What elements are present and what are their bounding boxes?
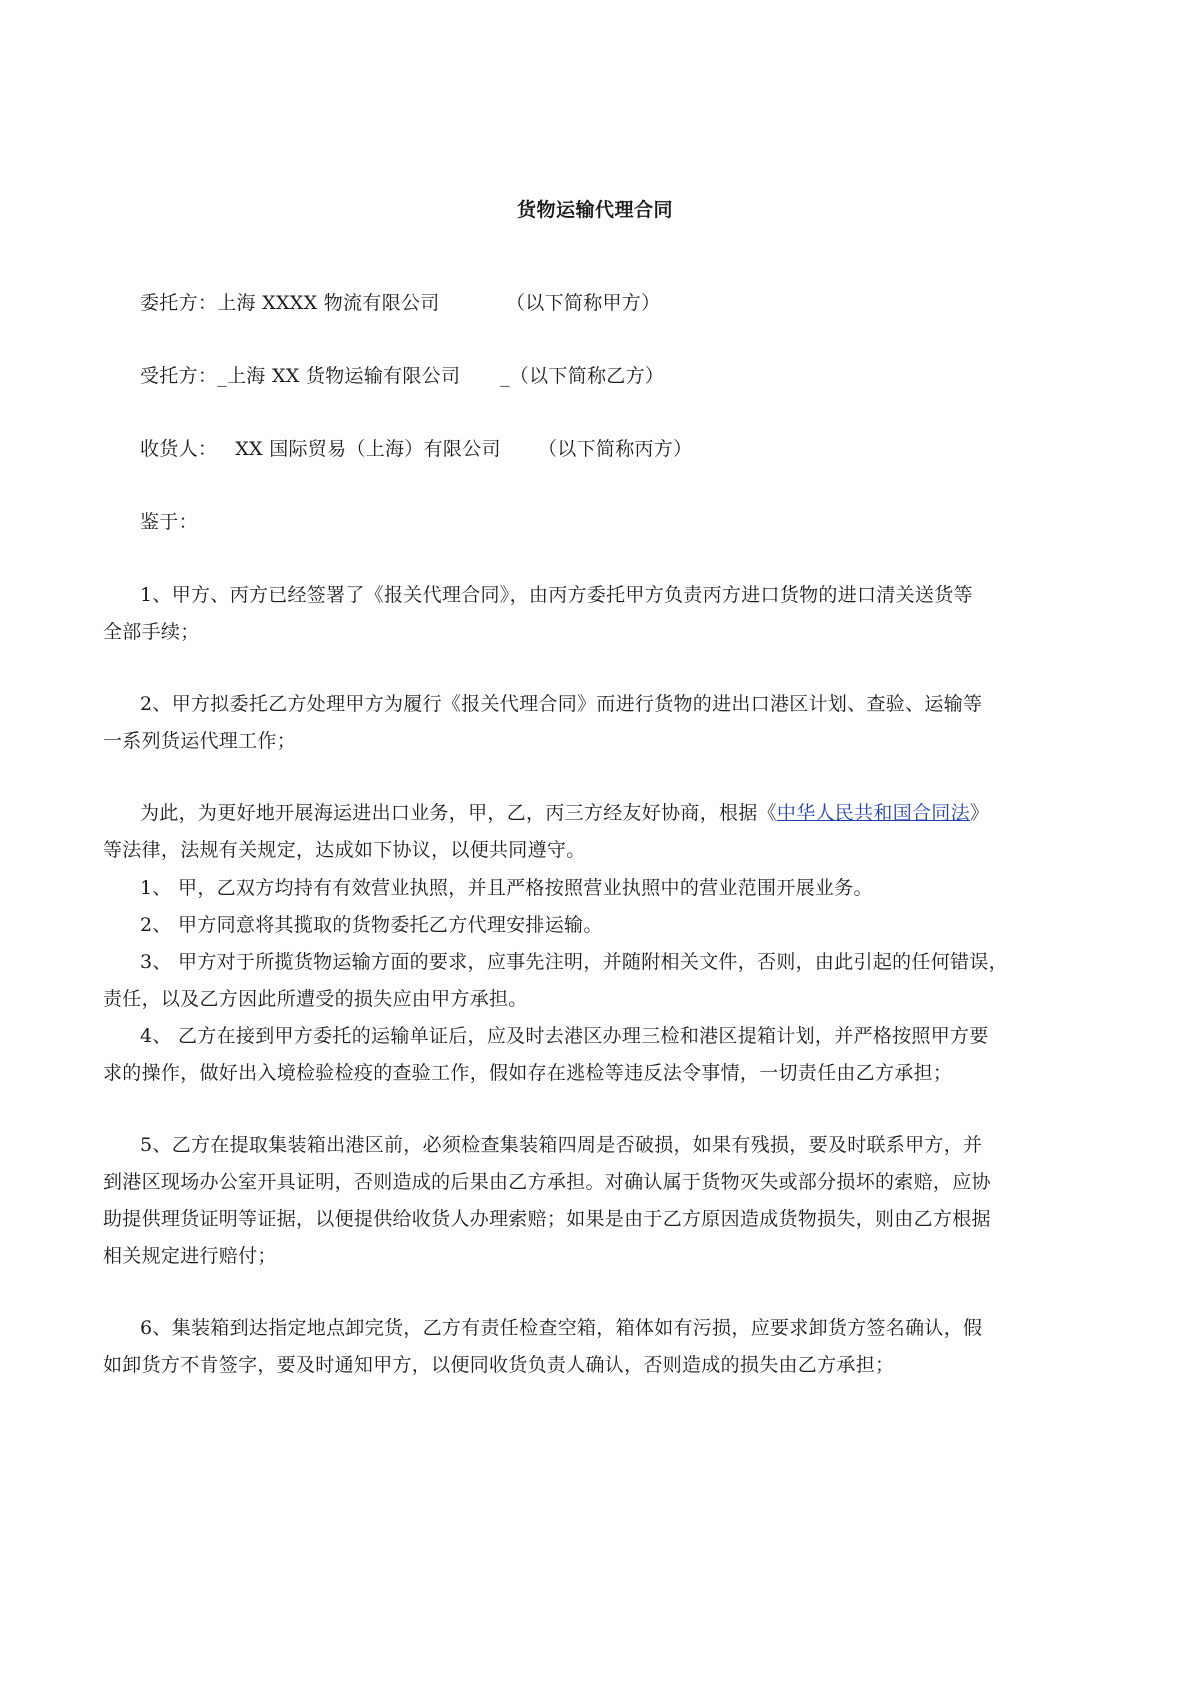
whereas-item-1-line-2: 全部手续；: [103, 621, 200, 643]
party-consignee-name: XX 国际贸易（上海）有限公司: [235, 438, 501, 460]
clause-3-line-1: 3、 甲方对于所揽货物运输方面的要求，应事先注明，并随附相关文件，否则，由此引起的任何错误，: [140, 951, 1008, 973]
party-agent-label: 受托方：: [140, 365, 218, 387]
clause-4-line-2: 求的操作，做好出入境检验检疫的查验工作，假如存在逃检等违反法令事情，一切责任由乙方承担；: [103, 1062, 953, 1084]
party-consignee-label: 收货人：: [140, 438, 218, 460]
whereas-label: 鉴于：: [140, 511, 198, 533]
clause-6-line-2: 如卸货方不肯签字，要及时通知甲方，以便同收货负责人确认，否则造成的损失由乙方承担；: [103, 1354, 895, 1376]
document-title: 货物运输代理合同: [516, 199, 673, 221]
party-principal-alias: （以下简称甲方）: [506, 292, 661, 314]
preamble-close-bracket: 》: [969, 802, 990, 824]
clause-5-line-3: 助提供理货证明等证据，以便提供给收货人办理索赔；如果是由于乙方原因造成货物损失，则由乙方根据: [103, 1208, 991, 1230]
preamble-line-2: 等法律，法规有关规定，达成如下协议，以便共同遵守。: [103, 839, 586, 861]
clause-5-line-4: 相关规定进行赔付；: [103, 1245, 277, 1267]
contract-law-link[interactable]: 中华人民共和国合同法: [776, 802, 970, 824]
party-principal-name: 上海 XXXX 物流有限公司: [217, 292, 440, 314]
whereas-item-2-line-1: 2、甲方拟委托乙方处理甲方为履行《报关代理合同》而进行货物的进出口港区计划、查验、运输等: [140, 693, 983, 715]
party-consignee: [140, 437, 501, 461]
party-consignee-alias: （以下简称丙方）: [538, 438, 693, 460]
whereas-item-1-line-1: 1、甲方、丙方已经签署了《报关代理合同》，由丙方委托甲方负责丙方进口货物的进口清关送货等: [140, 584, 973, 606]
whereas-item-2-line-2: 一系列货运代理工作；: [103, 730, 297, 752]
clause-5-line-1: 5、乙方在提取集装箱出港区前，必须检查集装箱四周是否破损，如果有残损，要及时联系甲方，并: [140, 1134, 983, 1156]
clause-2-line-1: 2、 甲方同意将其揽取的货物委托乙方代理安排运输。: [140, 914, 603, 936]
clause-1-line-1: 1、 甲，乙双方均持有有效营业执照，并且严格按照营业执照中的营业范围开展业务。: [140, 877, 873, 899]
party-principal: [140, 291, 440, 315]
party-agent-name: _上海 XX 货物运输有限公司: [217, 365, 461, 387]
clause-5-line-2: 到港区现场办公室开具证明，否则造成的后果由乙方承担。对确认属于货物灭失或部分损坏的索赔，应协: [103, 1171, 991, 1193]
clause-3-line-2: 责任，以及乙方因此所遭受的损失应由甲方承担。: [103, 988, 528, 1010]
preamble-line-1: [140, 801, 989, 825]
clause-4-line-1: 4、 乙方在接到甲方委托的运输单证后，应及时去港区办理三检和港区提箱计划，并严格按照甲方要: [140, 1025, 989, 1047]
party-agent: [140, 364, 460, 388]
clause-6-line-1: 6、集装箱到达指定地点卸完货，乙方有责任检查空箱，箱体如有污损，应要求卸货方签名确认，假: [140, 1317, 983, 1339]
party-agent-alias: _（以下简称乙方）: [500, 365, 665, 387]
preamble-text: 为此，为更好地开展海运进出口业务，甲，乙，丙三方经友好协商，根据《: [140, 802, 777, 824]
party-principal-label: 委托方：: [140, 292, 218, 314]
